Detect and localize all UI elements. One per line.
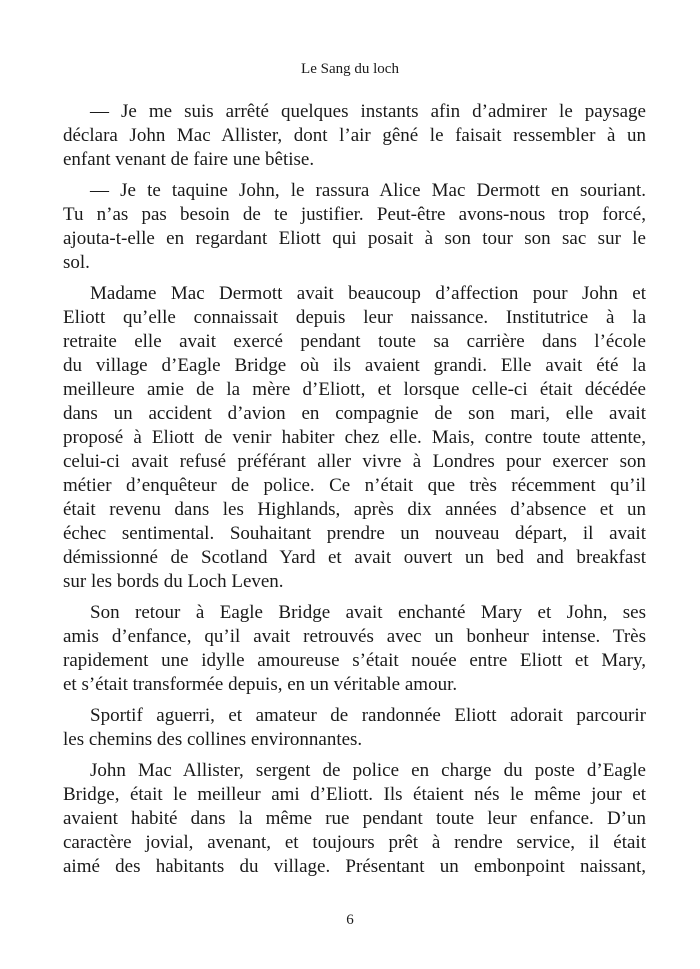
text-line: — Je me suis arrêté quelques instants afin d’admirer le paysage (90, 101, 646, 122)
text-line: était revenu dans les Highlands, après dix années d’absence et un (63, 499, 646, 520)
paragraph (63, 759, 646, 879)
text-line: — Je te taquine John, le rassura Alice Mac Dermott en souriant. (90, 180, 646, 201)
text-line: Son retour à Eagle Bridge avait enchanté Mary et John, ses (90, 602, 646, 623)
text-line: avaient habité dans la même rue pendant toute leur enfance. D’un (63, 808, 646, 829)
paragraph (63, 100, 646, 172)
paragraph (63, 601, 646, 697)
text-line: John Mac Allister, sergent de police en charge du poste d’Eagle (90, 760, 646, 781)
text-line: meilleure amie de la mère d’Eliott, et lorsque celle-ci était décédée (63, 379, 646, 400)
text-line: sur les bords du Loch Leven. (63, 571, 284, 592)
text-line: aimé des habitants du village. Présentant un embonpoint naissant, (63, 856, 646, 877)
text-line: proposé à Eliott de venir habiter chez elle. Mais, contre toute attente, (63, 427, 646, 448)
text-line: caractère jovial, avenant, et toujours prêt à rendre service, il était (63, 832, 646, 853)
text-line: métier d’enquêteur de police. Ce n’était que très récemment qu’il (63, 475, 646, 496)
text-line: Eliott qu’elle connaissait depuis leur naissance. Institutrice à la (63, 307, 646, 328)
text-line: Sportif aguerri, et amateur de randonnée Eliott adorait parcourir (90, 705, 646, 726)
text-line: celui-ci avait refusé préférant aller vivre à Londres pour exercer son (63, 451, 646, 472)
text-line: du village d’Eagle Bridge où ils avaient grandi. Elle avait été la (63, 355, 646, 376)
paragraph (63, 704, 646, 752)
text-line: et s’était transformée depuis, en un véritable amour. (63, 674, 458, 695)
text-line: amis d’enfance, qu’il avait retrouvés avec un bonheur intense. Très (63, 626, 646, 647)
text-line: Madame Mac Dermott avait beaucoup d’affection pour John et (90, 283, 646, 304)
text-line: sol. (63, 252, 90, 273)
text-line: échec sentimental. Souhaitant prendre un nouveau départ, il avait (63, 523, 646, 544)
text-line: Tu n’as pas besoin de te justifier. Peut-être avons-nous trop forcé, (63, 204, 646, 225)
text-line: les chemins des collines environnantes. (63, 729, 363, 750)
paragraph (63, 179, 646, 275)
text-line: rapidement une idylle amoureuse s’était nouée entre Eliott et Mary, (63, 650, 646, 671)
page-body (63, 100, 646, 886)
text-line: déclara John Mac Allister, dont l’air gêné le faisait ressembler à un (63, 125, 646, 146)
text-line: enfant venant de faire une bêtise. (63, 149, 315, 170)
text-line: retraite elle avait exercé pendant toute sa carrière dans l’école (63, 331, 646, 352)
running-header: Le Sang du loch (301, 61, 399, 77)
text-line: démissionné de Scotland Yard et avait ouvert un bed and breakfast (63, 547, 646, 568)
text-line: Bridge, était le meilleur ami d’Eliott. Ils étaient nés le même jour et (63, 784, 646, 805)
page-number: 6 (346, 912, 354, 928)
text-line: ajouta-t-elle en regardant Eliott qui posait à son tour son sac sur le (63, 228, 646, 249)
paragraph (63, 282, 646, 594)
text-line: dans un accident d’avion en compagnie de son mari, elle avait (63, 403, 646, 424)
